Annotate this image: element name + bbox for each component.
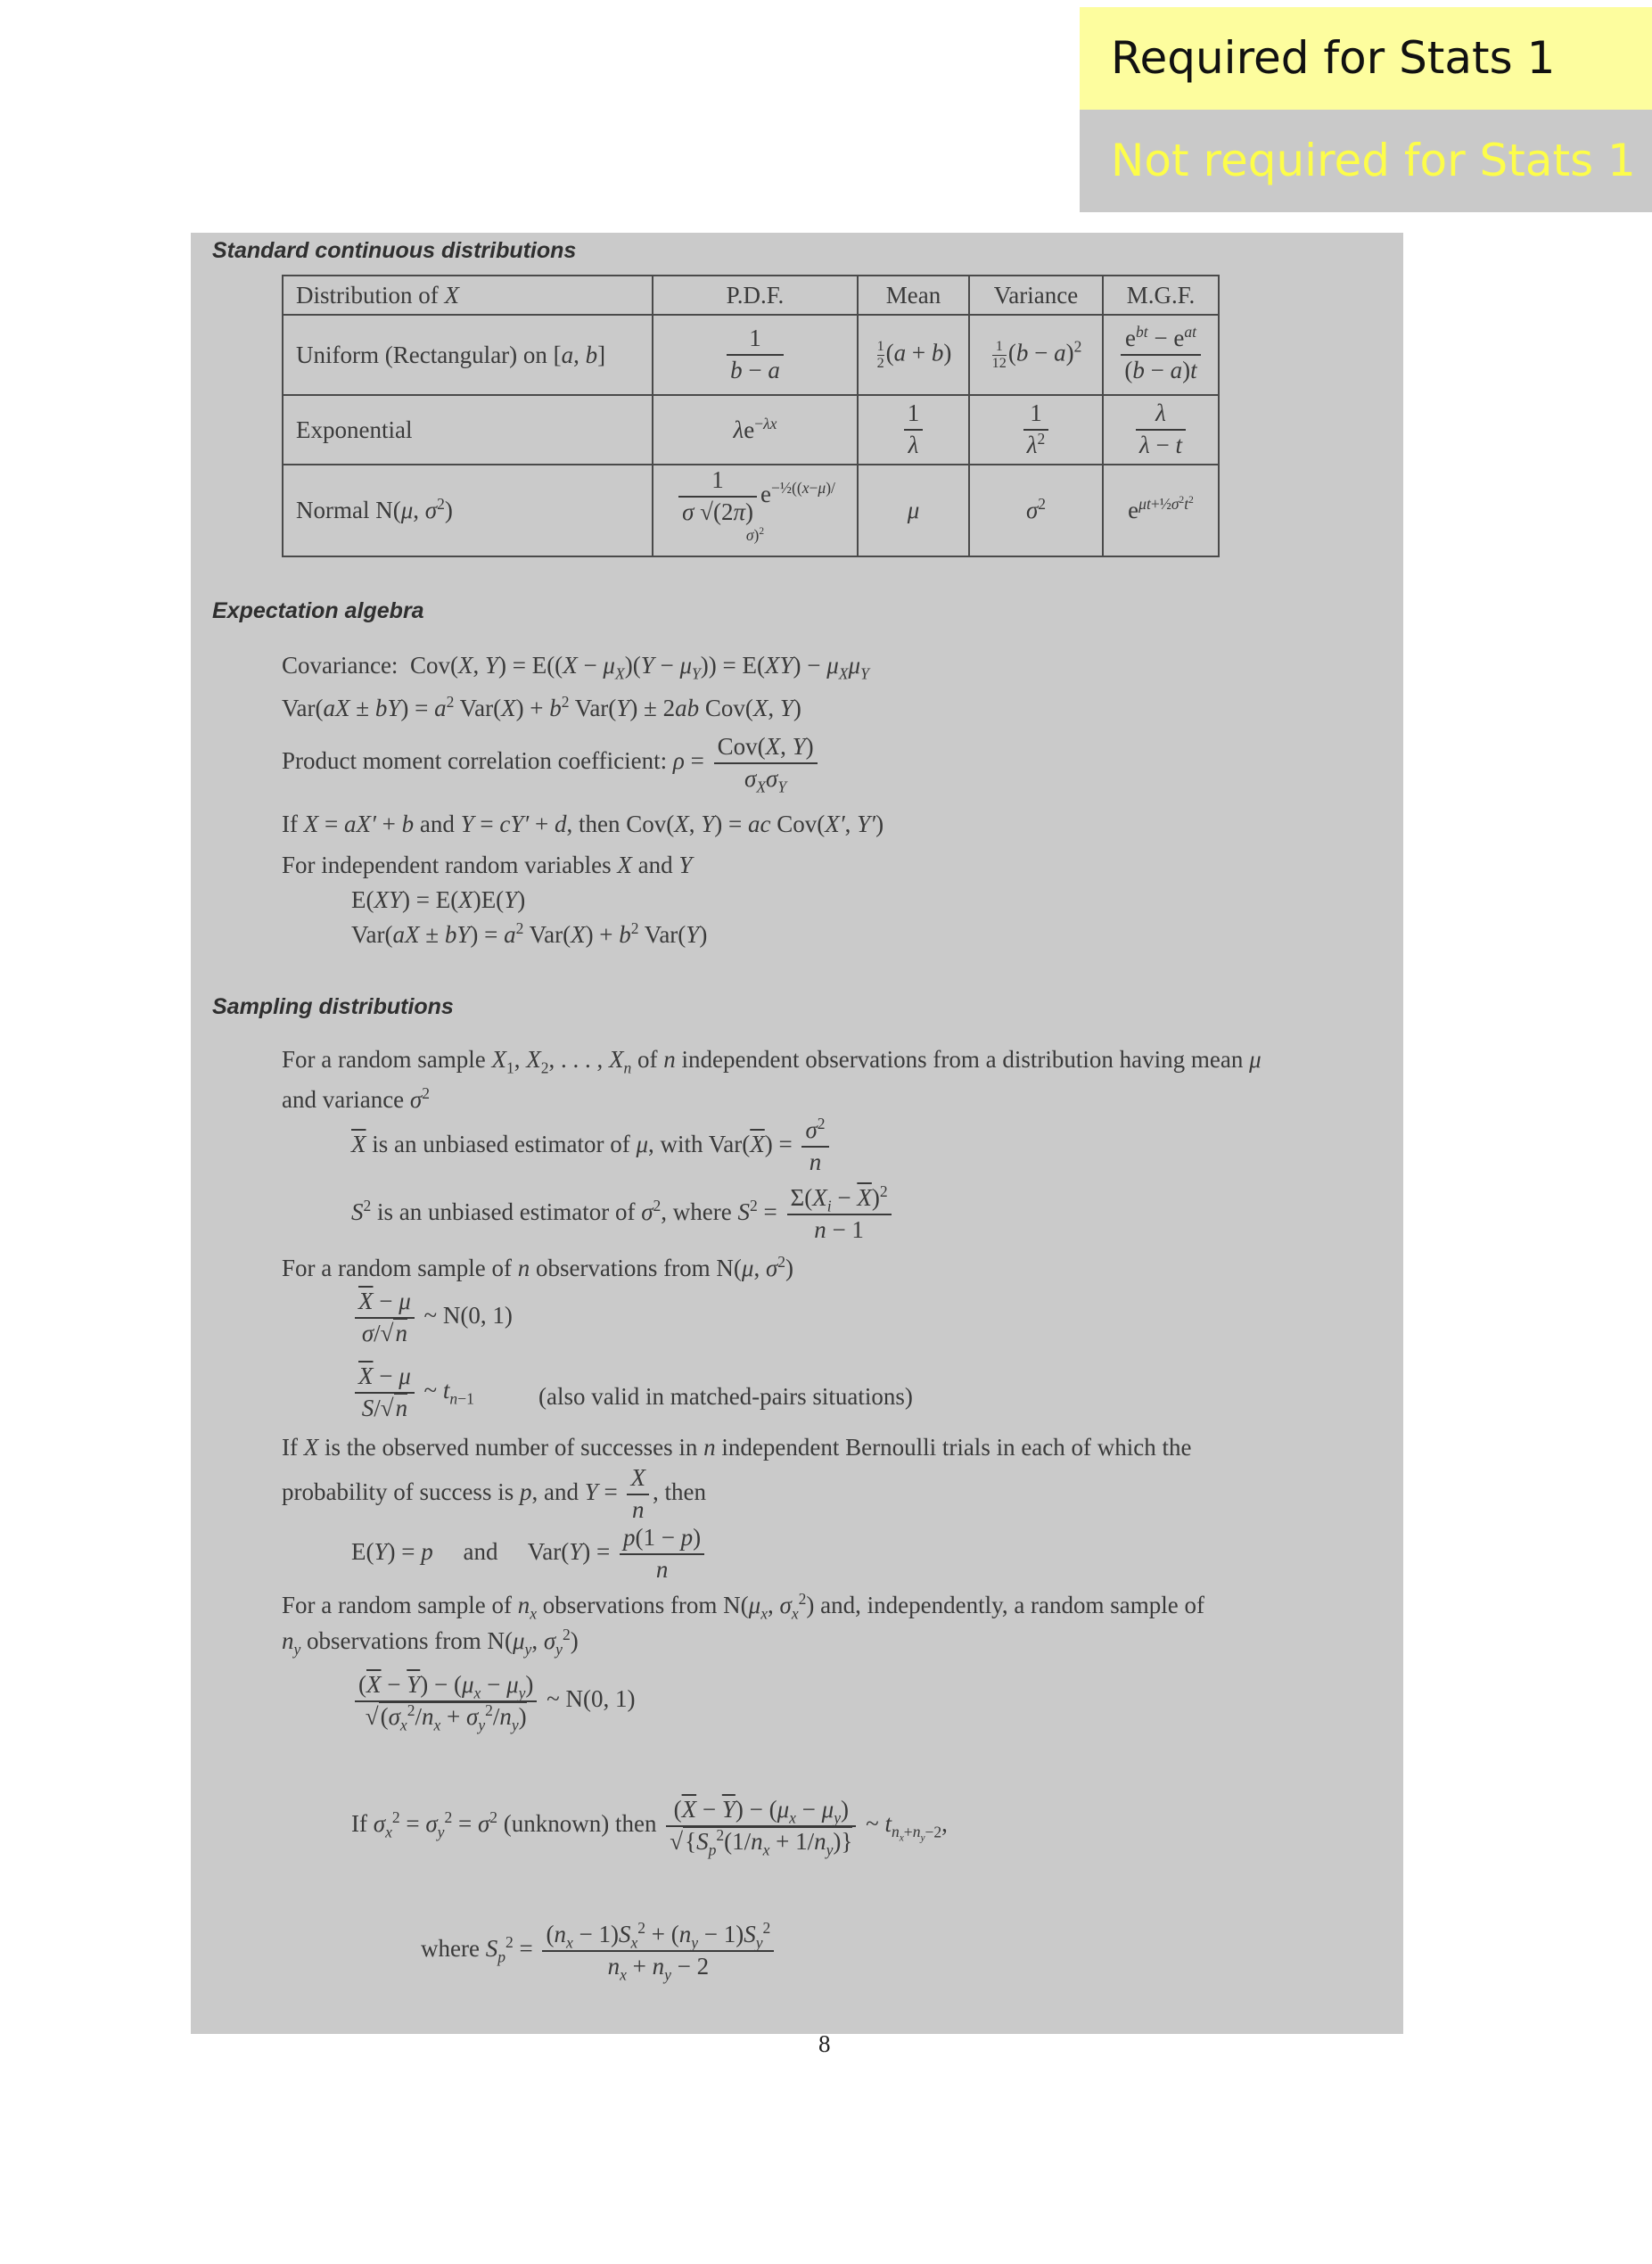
table-header-row	[283, 276, 1219, 315]
section-title-sampling: Sampling distributions	[212, 994, 454, 1019]
legend-not-required-label: Not required for Stats 1	[1111, 135, 1636, 186]
section-title-expectation: Expectation algebra	[212, 598, 424, 623]
independent-intro: For independent random variables X and Y	[282, 852, 693, 878]
table-row	[283, 395, 1219, 465]
t-statistic: $\frac{\overline{X} - \mu}{S/√n}$ ~ $t_{n-1}$	[351, 1362, 474, 1424]
linear-transform-formula: If X = aX′ + b and Y = cY′ + d, then Cov(X, Y) = ac Cov(X′, Y′)	[282, 811, 884, 837]
table-cell-variance: $\frac{1}{\lambda^2}$	[969, 395, 1103, 465]
section-title-continuous: Standard continuous distributions	[212, 238, 577, 263]
table-cell-mean: $\frac{1}{2}$ (a + b)	[858, 315, 969, 395]
two-sample-intro-2: $n_y$ observations from $N(\mu_y$, $\sigma_y^2$)	[282, 1626, 579, 1659]
table-cell-distribution: Exponential	[283, 395, 653, 465]
bernoulli-line-1: If X is the observed number of successes in n independent Bernoulli trials in each of which the	[282, 1434, 1192, 1461]
table-cell-mean: $\frac{1}{\lambda}$	[858, 395, 969, 465]
table-cell-mgf: $e^{\mu t+\frac{1}{2}\sigma^2t^2}$	[1103, 465, 1219, 556]
table-cell-mgf: $\frac{e^{bt} - e^{at}}{(b - a)t}$	[1103, 315, 1219, 395]
legend-not-required	[1080, 110, 1652, 212]
bernoulli-line-2: probability of success is p, and Y = $\frac{X}{n}$ , then	[282, 1464, 706, 1523]
table-header: M.G.F.	[1103, 276, 1219, 315]
table-header: Distribution of X	[283, 276, 653, 315]
legend-required-label: Required for Stats 1	[1111, 32, 1556, 84]
table-cell-variance: $\frac{1}{12}$ $(b - a)^2$	[969, 315, 1103, 395]
two-sample-t: If $\sigma_x^2 = \sigma_y^2 = \sigma^2$ (unknown) then $\frac{(\overline{X} - \overline{Y}) - (\mu_x - \mu_y)}{√\{S_p^2(1/n_x + 1/n_y)\}}$ ~ $t_{n_x+n_y-2}$,	[351, 1796, 948, 1859]
two-sample-intro-1: For a random sample of $n_x$ observations from $N(\mu_x$, $\sigma_x^2$) and, independently, a random sample of	[282, 1590, 1204, 1623]
table-header: P.D.F.	[653, 276, 858, 315]
t-statistic-note: (also valid in matched-pairs situations)	[538, 1383, 913, 1410]
table-header: Mean	[858, 276, 969, 315]
table-cell-pdf: $\lambda e^{-\lambda x}$	[653, 395, 858, 465]
independent-expectation: E(XY) = E(X)E(Y)	[351, 886, 526, 913]
legend-required	[1080, 7, 1652, 110]
table-cell-distribution: Normal N(μ, $\sigma^2$)	[283, 465, 653, 556]
distribution-table	[282, 275, 1220, 557]
pooled-variance: where $S_p^2$ = $\frac{(n_x - 1)S_x^2 + (n_y - 1)S_y^2}{n_x + n_y - 2}$	[421, 1920, 777, 1982]
covariance-formula: Covariance: Cov(X, $Y) = E((X - \mu_X)(Y - \mu_Y)) = E(XY) - \mu_X\mu_Y$	[282, 652, 869, 683]
table-cell-variance: $\sigma^2$	[969, 465, 1103, 556]
page-number: 8	[818, 2030, 831, 2057]
table-row	[283, 315, 1219, 395]
formula-panel	[191, 233, 1403, 2034]
two-sample-z: $\frac{(\overline{X} - \overline{Y}) - (\mu_x - \mu_y)}{√(\sigma_x^2/n_x + \sigma_y^2/n_y)}$ ~ N(0, 1)	[351, 1670, 636, 1733]
table-header: Variance	[969, 276, 1103, 315]
pmcc-formula: Product moment correlation coefficient: ρ = $\frac{\text{Cov(X, Y)}}{\sigma_X\sigma_Y}$	[282, 732, 821, 794]
normal-sample-intro: For a random sample of n observations from N(μ, $\sigma^2$)	[282, 1253, 794, 1281]
table-cell-pdf: $\frac{1}{\sigma √(2\pi)}$ $e^{-\frac{1}{2}((x-\mu)/\sigma)^2}$	[653, 465, 858, 556]
bernoulli-line-3: E(Y) = p and Var(Y) = $\frac{p(1 - p)}{n}$	[351, 1523, 708, 1585]
table-row	[283, 465, 1219, 556]
table-cell-pdf: $\frac{1}{b - a}$	[653, 315, 858, 395]
s2-estimator: $S^2$ is an unbiased estimator of $\sigma^2$, where $S^2$ = $\frac{\Sigma(X_i - \overline{X})^2}{n - 1}$	[351, 1183, 895, 1246]
xbar-estimator: $\overline{X}$ is an unbiased estimator of μ, with $Var(\overline{X})$ = $\frac{\sigma^2}{n}$	[351, 1116, 833, 1178]
sampling-intro-2: and variance $\sigma^2$	[282, 1084, 431, 1113]
sampling-intro-1: For a random sample $X_1$, $X_2$, . . . , $X_n$ of n independent observations from a distribution having mean μ	[282, 1046, 1262, 1077]
table-cell-mean: μ	[858, 465, 969, 556]
independent-variance: $Var(aX \pm bY) = a^2$ $Var(X) + b^2$ Var(Y)	[351, 919, 708, 948]
table-cell-mgf: $\frac{\lambda}{\lambda - t}$	[1103, 395, 1219, 465]
table-cell-distribution: Uniform (Rectangular) on [a, b]	[283, 315, 653, 395]
z-statistic: $\frac{\overline{X} - \mu}{\sigma/√n}$ ~ N(0, 1)	[351, 1287, 513, 1349]
variance-combination-formula: $Var(aX \pm bY) = a^2$ $Var(X) + b^2$ Var(Y) ± 2ab Cov(X, Y)	[282, 693, 801, 721]
